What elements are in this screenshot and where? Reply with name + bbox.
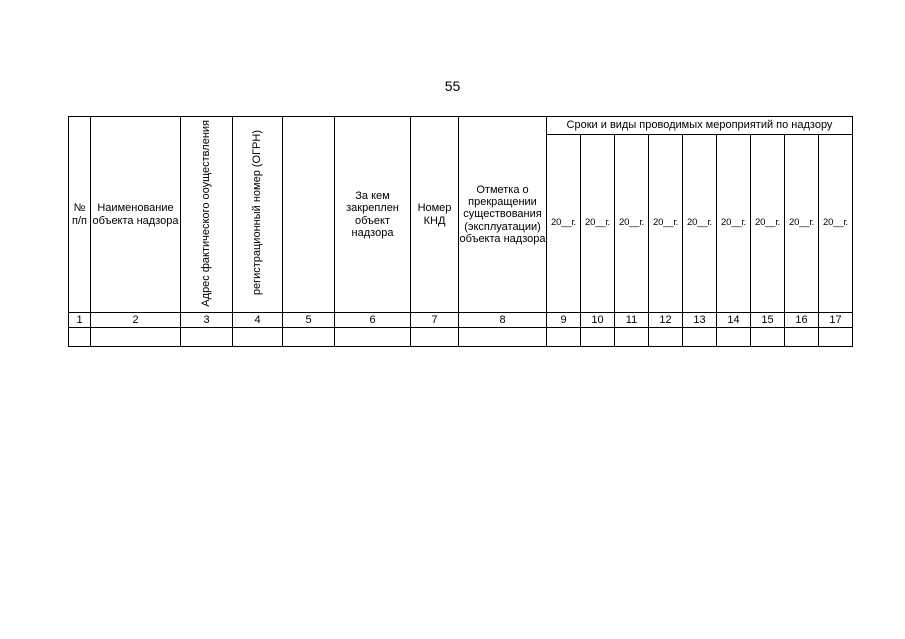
- empty-cell: [335, 328, 411, 347]
- column-number: 7: [411, 313, 459, 328]
- header-year: 20__г.: [649, 135, 683, 313]
- header-col5: [283, 117, 335, 313]
- column-number: 1: [69, 313, 91, 328]
- column-number: 8: [459, 313, 547, 328]
- column-number: 5: [283, 313, 335, 328]
- empty-data-row: [69, 328, 853, 347]
- empty-cell: [233, 328, 283, 347]
- column-number: 2: [91, 313, 181, 328]
- empty-cell: [411, 328, 459, 347]
- column-number: 6: [335, 313, 411, 328]
- header-assigned-to: За кем закреплен объект надзора: [335, 117, 411, 313]
- column-number: 17: [819, 313, 853, 328]
- empty-cell: [615, 328, 649, 347]
- header-address: [181, 117, 233, 313]
- empty-cell: [459, 328, 547, 347]
- header-year: 20__г.: [785, 135, 819, 313]
- header-ogrn: [233, 117, 283, 313]
- empty-cell: [547, 328, 581, 347]
- empty-cell: [717, 328, 751, 347]
- header-year: 20__г.: [717, 135, 751, 313]
- empty-cell: [581, 328, 615, 347]
- header-year: 20__г.: [819, 135, 853, 313]
- header-year: 20__г.: [751, 135, 785, 313]
- empty-cell: [181, 328, 233, 347]
- empty-cell: [785, 328, 819, 347]
- header-year: 20__г.: [615, 135, 649, 313]
- empty-cell: [751, 328, 785, 347]
- header-year: 20__г.: [547, 135, 581, 313]
- empty-cell: [283, 328, 335, 347]
- empty-cell: [683, 328, 717, 347]
- register-table: [68, 116, 853, 347]
- header-year: 20__г.: [683, 135, 717, 313]
- header-termination-mark: Отметка о прекращении существования (эксплуатации) объекта надзора: [459, 117, 547, 313]
- header-supervision-schedule: Сроки и виды проводимых мероприятий по надзору: [547, 117, 853, 135]
- empty-cell: [91, 328, 181, 347]
- header-row-number: № п/п: [69, 117, 91, 313]
- column-number-row: [69, 313, 853, 328]
- column-number: 4: [233, 313, 283, 328]
- column-number: 14: [717, 313, 751, 328]
- empty-cell: [69, 328, 91, 347]
- header-year: 20__г.: [581, 135, 615, 313]
- header-address-text: Адрес фактического ооуществления: [200, 119, 213, 307]
- column-number: 16: [785, 313, 819, 328]
- column-number: 9: [547, 313, 581, 328]
- column-number: 10: [581, 313, 615, 328]
- header-knd-number: Номер КНД: [411, 117, 459, 313]
- page-number: 55: [444, 78, 461, 94]
- column-number: 13: [683, 313, 717, 328]
- column-number: 15: [751, 313, 785, 328]
- header-ogrn-text: регистрационный номер (ОГРН): [251, 130, 264, 296]
- header-object-name: Наименование объекта надзора: [91, 117, 181, 313]
- empty-cell: [819, 328, 853, 347]
- column-number: 11: [615, 313, 649, 328]
- column-number: 3: [181, 313, 233, 328]
- column-number: 12: [649, 313, 683, 328]
- empty-cell: [649, 328, 683, 347]
